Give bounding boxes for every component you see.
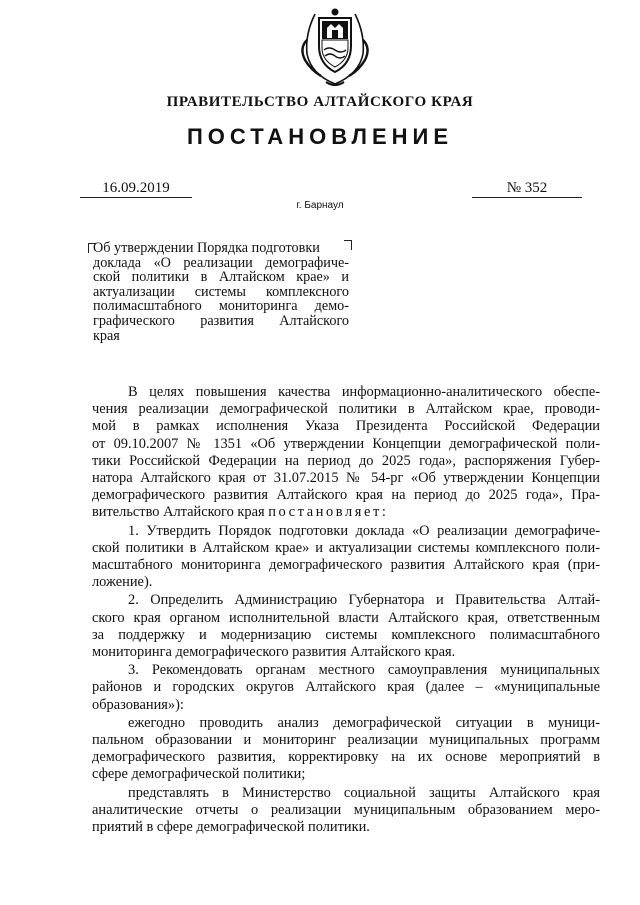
body-line-text: вительство Алтайского края xyxy=(92,504,265,521)
body-line: образования»): xyxy=(92,696,184,713)
item-paragraph xyxy=(92,523,600,592)
body-line xyxy=(92,504,600,521)
body-line: 3. Рекомендовать органам местного самоуправления муниципальных xyxy=(128,662,600,679)
body-line: аналитические отчеты о реализации муниципальным образованием меро- xyxy=(92,801,600,818)
document-body xyxy=(92,384,600,836)
body-line: демографического развития Алтайского края на период до 2025 года», Пра- xyxy=(92,487,600,504)
body-line: пальном образовании и мониторинг реализации муниципальных программ xyxy=(92,732,600,749)
body-line: 1. Утвердить Порядок подготовки доклада «О реализации демографиче- xyxy=(128,522,600,539)
item-paragraph xyxy=(92,662,600,714)
item-paragraph xyxy=(92,715,600,784)
subject-line: полимасштабного мониторинга демо- xyxy=(93,298,349,315)
subject-line: актуализации системы комплексного xyxy=(93,283,349,300)
document-number: № 352 xyxy=(472,179,582,198)
document-type-title: ПОСТАНОВЛЕНИЕ xyxy=(186,124,454,149)
document-city: г. Барнаул xyxy=(296,200,344,211)
body-line: В целях повышения качества информационно-аналитического обеспе- xyxy=(128,384,600,400)
subject-line: края xyxy=(93,327,120,344)
subject-line: ской политики в Алтайском крае» и xyxy=(93,269,349,286)
body-line: масштабного мониторинга демографического развития Алтайского края (при- xyxy=(92,557,600,574)
body-line: ского края органом исполнительной власти Алтайского края, ответственным xyxy=(92,609,600,626)
body-line: тики Российской Федерации на период до 2025 года», распоряжения Губер- xyxy=(92,452,600,469)
subject-line: графического развития Алтайского xyxy=(93,312,349,329)
document-subject xyxy=(93,241,349,343)
organization-title: ПРАВИТЕЛЬСТВО АЛТАЙСКОГО КРАЯ xyxy=(166,94,474,110)
body-line: районов и городских округов Алтайского края (далее – «муниципальные xyxy=(92,679,600,696)
body-line: представлять в Министерство социальной защиты Алтайского края xyxy=(128,784,600,801)
body-line: ской политики в Алтайском крае» и актуализации системы комплексного поли- xyxy=(92,539,600,556)
item-paragraph xyxy=(92,785,600,837)
body-line: натора Алтайского края от 31.07.2015 № 54-рг «Об утверждении Концепции xyxy=(92,470,600,487)
body-line: 2. Определить Администрацию Губернатора и Правительства Алтай- xyxy=(128,592,600,609)
body-line: демографического развития, корректировку на их основе мероприятий в xyxy=(92,749,600,766)
resolves-word: постановляет: xyxy=(268,504,389,521)
body-line: от 09.10.2007 № 1351 «Об утверждении Концепции демографической поли- xyxy=(92,435,600,452)
body-line: за поддержку и модернизацию системы комплексного полимасштабного xyxy=(92,626,600,643)
subject-line: доклада «О реализации демографиче- xyxy=(93,254,349,271)
body-line: приятий в сфере демографической политики. xyxy=(92,819,370,836)
body-line: ежегодно проводить анализ демографической ситуации в муници- xyxy=(128,714,600,731)
document-date: 16.09.2019 xyxy=(80,179,192,198)
body-line: сфере демографической политики; xyxy=(92,766,306,783)
preamble-paragraph xyxy=(92,384,600,522)
body-line: мой в рамках исполнения Указа Президента Российской Федерации xyxy=(92,418,600,435)
item-paragraph xyxy=(92,592,600,661)
coat-of-arms-emblem xyxy=(293,4,377,88)
body-line: ложение). xyxy=(92,574,153,591)
body-line: мониторинга демографического развития Алтайского края. xyxy=(92,644,456,661)
body-line: чения реализации демографической политики в Алтайском крае, проводи- xyxy=(92,401,600,418)
subject-line: Об утверждении Порядка подготовки xyxy=(93,240,320,256)
